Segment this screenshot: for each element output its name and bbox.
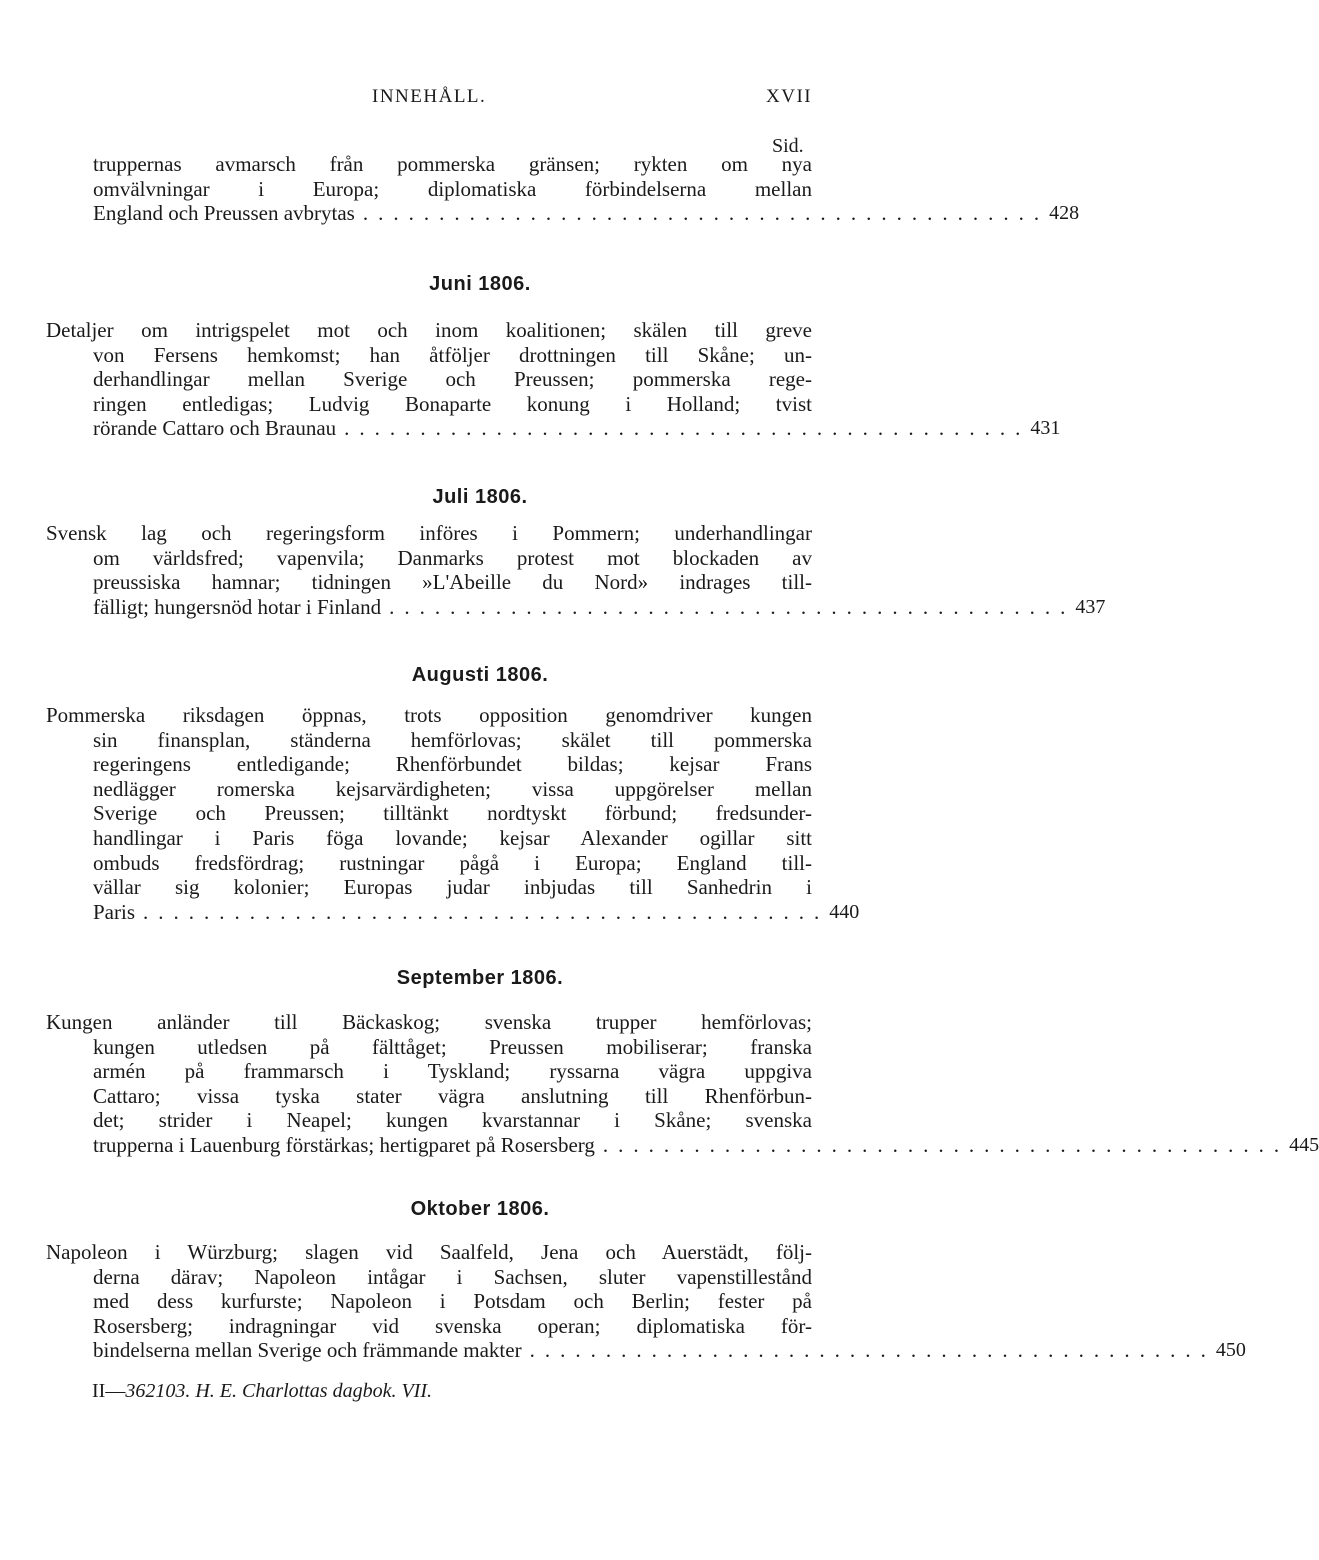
entry-line: det; strider i Neapel; kungen kvarstannar i Skåne; svenska xyxy=(93,1108,812,1133)
entry-line: kungen utledsen på fälttåget; Preussen mobiliserar; franska xyxy=(93,1034,812,1059)
toc-entry-juli xyxy=(46,521,1106,619)
entry-line: regeringens entledigande; Rhenförbundet bildas; kejsar Frans xyxy=(93,752,812,777)
entry-line: om världsfred; vapenvila; Danmarks protest mot blockaden av xyxy=(93,545,812,570)
month-heading-juni: Juni 1806. xyxy=(429,273,531,295)
entry-last-line xyxy=(46,899,860,925)
dot-leader: ............................................. xyxy=(529,1338,1216,1363)
entry-line: ombuds fredsfördrag; rustningar pågå i Europa; England till- xyxy=(93,850,812,875)
month-heading-juli: Juli 1806. xyxy=(432,486,528,508)
entry-line: handlingar i Paris föga lovande; kejsar Alexander ogillar sitt xyxy=(93,825,812,850)
entry-last-text: trupperna i Lauenburg förstärkas; hertigparet på Rosersberg xyxy=(93,1132,595,1157)
entry-last-line xyxy=(46,1338,1246,1363)
entry-line: vällar sig kolonier; Europas judar inbjudas till Sanhedrin i xyxy=(93,875,812,900)
entry-page-number: 431 xyxy=(1030,417,1061,440)
month-heading-oktober: Oktober 1806. xyxy=(410,1198,550,1220)
entry-line: Pommerska riksdagen öppnas, trots opposition genomdriver kungen xyxy=(46,703,812,727)
entry-last-line xyxy=(46,416,1061,441)
toc-entry-juni xyxy=(46,318,1061,441)
toc-entry-augusti xyxy=(46,703,860,924)
entry-page-number: 440 xyxy=(829,900,860,923)
entry-last-text: England och Preussen avbrytas xyxy=(93,201,355,226)
entry-last-text: Paris xyxy=(93,899,135,924)
entry-line: med dess kurfurste; Napoleon i Potsdam och Berlin; fester på xyxy=(93,1289,812,1314)
toc-entry-continuation xyxy=(46,152,1080,226)
entry-line: armén på frammarsch i Tyskland; ryssarna vägra uppgiva xyxy=(93,1059,812,1084)
entry-last-line xyxy=(46,594,1106,620)
entry-line: ringen entledigas; Ludvig Bonaparte konung i Holland; tvist xyxy=(93,391,812,416)
signature-text: 362103. H. E. Charlottas dagbok. VII. xyxy=(125,1380,432,1402)
entry-line: nedlägger romerska kejsarvärdigheten; vissa uppgörelser mellan xyxy=(93,776,812,801)
dot-leader: ............................................. xyxy=(143,899,830,924)
dot-leader: ............................................. xyxy=(389,594,1076,619)
entry-line: Napoleon i Würzburg; slagen vid Saalfeld, Jena och Auerstädt, följ- xyxy=(46,1240,812,1264)
entry-line: truppernas avmarsch från pommerska gränsen; rykten om nya xyxy=(93,152,812,176)
running-head xyxy=(0,86,960,116)
entry-last-line xyxy=(46,1132,1319,1158)
entry-line: sin finansplan, ständerna hemförlovas; skälet till pommerska xyxy=(93,727,812,752)
running-title: INNEHÅLL. xyxy=(372,86,487,107)
entry-last-text: rörande Cattaro och Braunau xyxy=(93,416,337,441)
entry-last-line xyxy=(46,201,1080,226)
entry-line: Svensk lag och regeringsform införes i Pommern; underhandlingar xyxy=(46,521,812,545)
toc-entry-september xyxy=(46,1010,1319,1158)
entry-line: derhandlingar mellan Sverige och Preussen; pommerska rege- xyxy=(93,367,812,392)
dot-leader: ............................................. xyxy=(602,1132,1290,1157)
entry-page-number: 437 xyxy=(1075,595,1106,618)
entry-page-number: 450 xyxy=(1215,1339,1246,1362)
entry-line: von Fersens hemkomst; han åtföljer drottningen till Skåne; un- xyxy=(93,342,812,367)
entry-line: Kungen anländer till Bäckaskog; svenska trupper hemförlovas; xyxy=(46,1010,812,1034)
page-column-label: Sid. xyxy=(772,135,804,157)
entry-last-text: fälligt; hungersnöd hotar i Finland xyxy=(93,594,382,619)
dot-leader: ............................................. xyxy=(362,201,1050,226)
month-heading-september: September 1806. xyxy=(396,967,564,989)
entry-line: preussiska hamnar; tidningen »L'Abeille du Nord» indrages till- xyxy=(93,570,812,595)
entry-last-text: bindelserna mellan Sverige och främmande makter xyxy=(93,1338,522,1363)
entry-line: Cattaro; vissa tyska stater vägra anslutning till Rhenförbun- xyxy=(93,1083,812,1108)
entry-line: omvälvningar i Europa; diplomatiska förbindelserna mellan xyxy=(93,176,812,201)
printer-signature xyxy=(92,1380,432,1403)
entry-line: Sverige och Preussen; tilltänkt nordtyskt förbund; fredsunder- xyxy=(93,801,812,826)
entry-page-number: 428 xyxy=(1049,202,1080,225)
signature-prefix: II— xyxy=(92,1380,126,1402)
entry-line: derna därav; Napoleon intågar i Sachsen, sluter vapenstillestånd xyxy=(93,1264,812,1289)
toc-entry-oktober xyxy=(46,1240,1246,1363)
entry-line: Detaljer om intrigspelet mot och inom koalitionen; skälen till greve xyxy=(46,318,812,342)
entry-line: Rosersberg; indragningar vid svenska operan; diplomatiska för- xyxy=(93,1313,812,1338)
entry-page-number: 445 xyxy=(1289,1133,1319,1156)
running-page-number: XVII xyxy=(766,86,813,107)
month-heading-augusti: Augusti 1806. xyxy=(411,664,549,686)
dot-leader: ............................................. xyxy=(344,416,1031,441)
